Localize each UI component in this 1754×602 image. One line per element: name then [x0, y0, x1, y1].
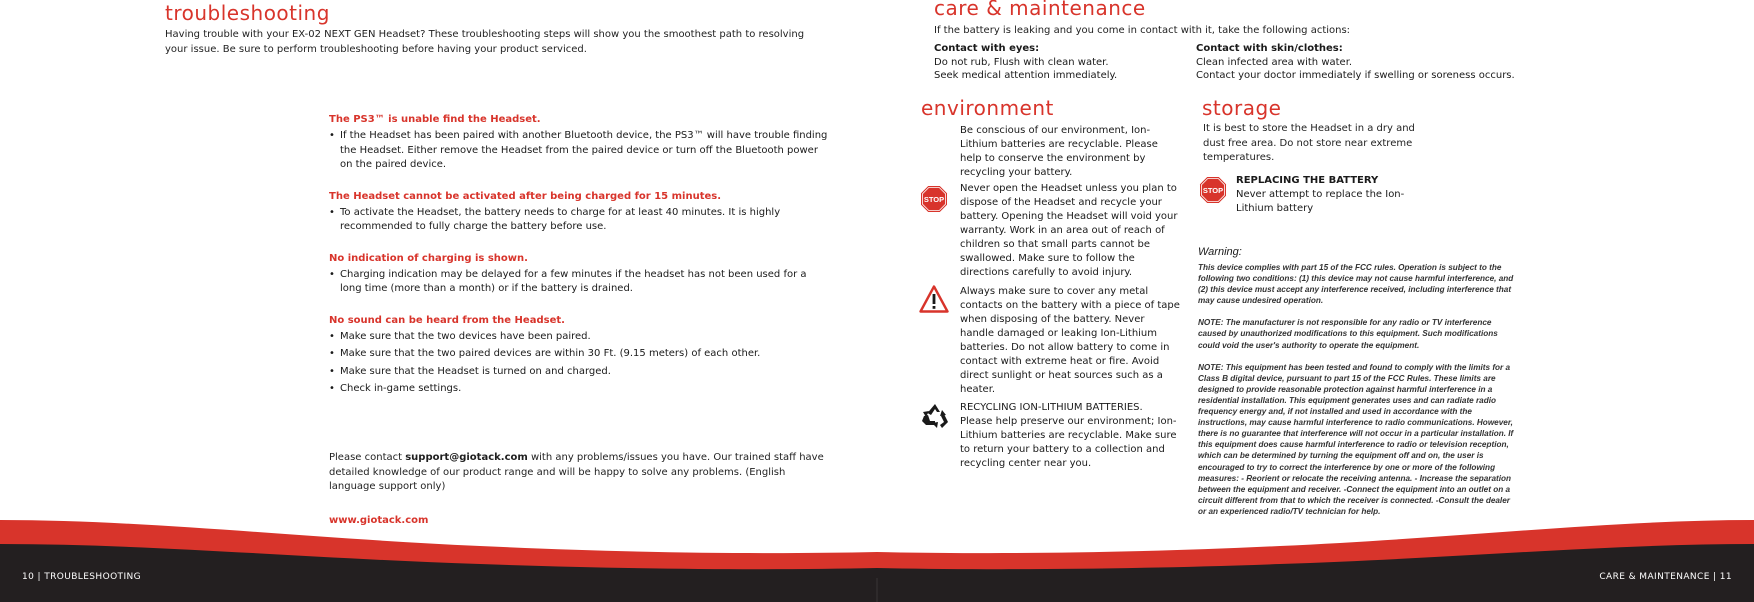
storage-text: It is best to store the Headset in a dry and dust free area. Do not store near extreme temperatures. — [1203, 123, 1415, 163]
footer-band — [0, 518, 1754, 602]
stop-sign-label: STOP — [923, 195, 945, 205]
support-email-link[interactable]: support@giotack.com — [405, 452, 528, 463]
list-item: • To activate the Headset, the battery needs to charge for at least 40 minutes. It is highly recommended to fully charge the battery before use. — [329, 206, 829, 235]
environment-open-headset-note — [960, 182, 1180, 280]
environment-text: Never open the Headset unless you plan to dispose of the Headset and recycle your battery. Opening the Headset will void your warranty. Work in an area out of reach of children so that small parts cannot be swallowed. Make sure to follow the directions carefully to avoid injury. — [960, 183, 1178, 278]
warning-heading: Warning: — [1198, 246, 1242, 258]
contact-skin — [1196, 42, 1515, 83]
stop-sign-label: STOP — [1202, 186, 1224, 196]
issue-heading: No sound can be heard from the Headset. — [329, 314, 565, 326]
contact-skin-line: Clean infected area with water. — [1196, 56, 1353, 68]
environment-recycling-note — [960, 401, 1180, 471]
contact-skin-heading: Contact with skin/clothes: — [1196, 43, 1343, 54]
contact-text-after: with any problems/issues you have. Our trained staff have detailed knowledge of our product range and will be happy to solve any problems. (English language support only) — [329, 452, 824, 492]
issue-cannot-activate — [329, 191, 829, 235]
issue-heading: The PS3™ is unable find the Headset. — [329, 114, 541, 125]
stop-sign-icon — [920, 185, 948, 213]
recycle-icon — [920, 402, 950, 430]
contact-eyes-line: Do not rub, Flush with clean water. — [934, 56, 1109, 68]
environment-recycle-note — [960, 124, 1180, 180]
storage-title: storage — [1202, 96, 1282, 120]
replacing-battery-note — [1236, 174, 1436, 216]
recycling-heading: RECYCLING ION-LITHIUM BATTERIES. — [960, 402, 1143, 413]
bullet-list — [329, 268, 829, 297]
page-care-maintenance — [877, 0, 1754, 602]
troubleshooting-title: troubleshooting — [165, 1, 330, 25]
environment-title: environment — [921, 96, 1054, 120]
contact-text-before: Please contact — [329, 452, 406, 463]
footer-right-label: CARE & MAINTENANCE | 11 — [1599, 572, 1732, 582]
stop-sign-icon — [1199, 176, 1227, 204]
environment-text: Please help preserve our environment; Ion-Lithium batteries are recyclable. Make sure to return your battery to a collection and recycling center near you. — [960, 416, 1177, 469]
contact-eyes-heading: Contact with eyes: — [934, 43, 1040, 54]
list-item: • Make sure that the Headset is turned on and charged. — [329, 365, 829, 380]
issue-no-charging — [329, 253, 829, 297]
footer-left-label: 10 | TROUBLESHOOTING — [22, 572, 142, 582]
list-item: • Make sure that the two devices have been paired. — [329, 330, 829, 345]
issues-list — [329, 114, 829, 415]
support-contact — [329, 451, 829, 495]
list-item: • Check in-game settings. — [329, 382, 829, 397]
issue-heading: The Headset cannot be activated after being charged for 15 minutes. — [329, 190, 722, 202]
replacing-text: Never attempt to replace the Ion-Lithium battery — [1236, 189, 1405, 214]
bullet-list — [329, 330, 829, 397]
bullet-list — [329, 206, 829, 235]
care-maintenance-title: care & maintenance — [934, 0, 1146, 20]
issue-heading: No indication of charging is shown. — [329, 252, 528, 264]
environment-battery-disposal-note — [960, 285, 1180, 397]
fcc-warning — [1198, 246, 1514, 528]
replacing-heading: REPLACING THE BATTERY — [1236, 175, 1379, 186]
fcc-paragraph: NOTE: The manufacturer is not responsible for any radio or TV interference caused by unauthorized modifications to this equipment. Such modifications could void the user's authority to operate the equipment. — [1198, 318, 1498, 350]
care-intro: If the battery is leaking and you come in contact with it, take the following actions: — [934, 25, 1351, 36]
environment-text: Always make sure to cover any metal contacts on the battery with a piece of tape when disposing of the battery. Never handle damaged or leaking Ion-Lithium batteries. Do not allow battery to come in contact with extreme heat or fire. Avoid direct sunlight or heat sources such as a heater. — [960, 286, 1180, 395]
warning-triangle-icon — [919, 285, 949, 313]
fcc-paragraph: This device complies with part 15 of the FCC rules. Operation is subject to the following two conditions: (1) this device may not cause harmful interference, and (2) this device must accept any interference received, including interference that may cause undesired operation. — [1198, 263, 1514, 306]
contact-eyes — [934, 42, 1117, 83]
environment-text: Be conscious of our environment, Ion-Lithium batteries are recyclable. Please help to conserve the environment by recycling your battery. — [960, 125, 1158, 178]
bullet-list — [329, 129, 829, 173]
contact-skin-line: Contact your doctor immediately if swelling or soreness occurs. — [1196, 70, 1515, 81]
fcc-paragraph: NOTE: This equipment has been tested and found to comply with the limits for a Class B digital device, pursuant to part 15 of the FCC Rules. These limits are designed to provide reasonable protection against harmful interference in a residential installation. This equipment generates uses and can radiate radio frequency energy and, if not installed and used in accordance with the instructions, may cause harmful interference to radio communications. However, there is no guarantee that interference will not occur in a particular installation. If this equipment does cause harmful interference to radio or television reception, which can be determined by turning the equipment off and on, the user is encouraged to try to correct the interference by one or more of the following measures: - Reorient or relocate the receiving antenna. - Increase the separation between the equipment and receiver. -Connect the equipment into an outlet on a circuit different from that to which the receiver is connected. -Consult the dealer or an experienced radio/TV technician for help. — [1198, 362, 1514, 516]
list-item: • Make sure that the two paired devices are within 30 Ft. (9.15 meters) of each other. — [329, 347, 829, 362]
troubleshooting-intro: Having trouble with your EX-02 NEXT GEN Headset? These troubleshooting steps will show you the smoothest path to resolving your issue. Be sure to perform troubleshooting before having your product serviced. — [165, 29, 805, 55]
issue-ps3-find — [329, 114, 829, 173]
list-item: • Charging indication may be delayed for a few minutes if the headset has not been used for a long time (more than a month) or if the battery is drained. — [329, 268, 829, 297]
list-item: • If the Headset has been paired with another Bluetooth device, the PS3™ will have trouble finding the Headset. Either remove the Headset from the paired device or turn off the Bluetooth power on the paired device. — [329, 129, 829, 173]
issue-no-sound — [329, 315, 829, 397]
contact-eyes-line: Seek medical attention immediately. — [934, 70, 1118, 81]
website-link[interactable]: www.giotack.com — [329, 515, 429, 526]
